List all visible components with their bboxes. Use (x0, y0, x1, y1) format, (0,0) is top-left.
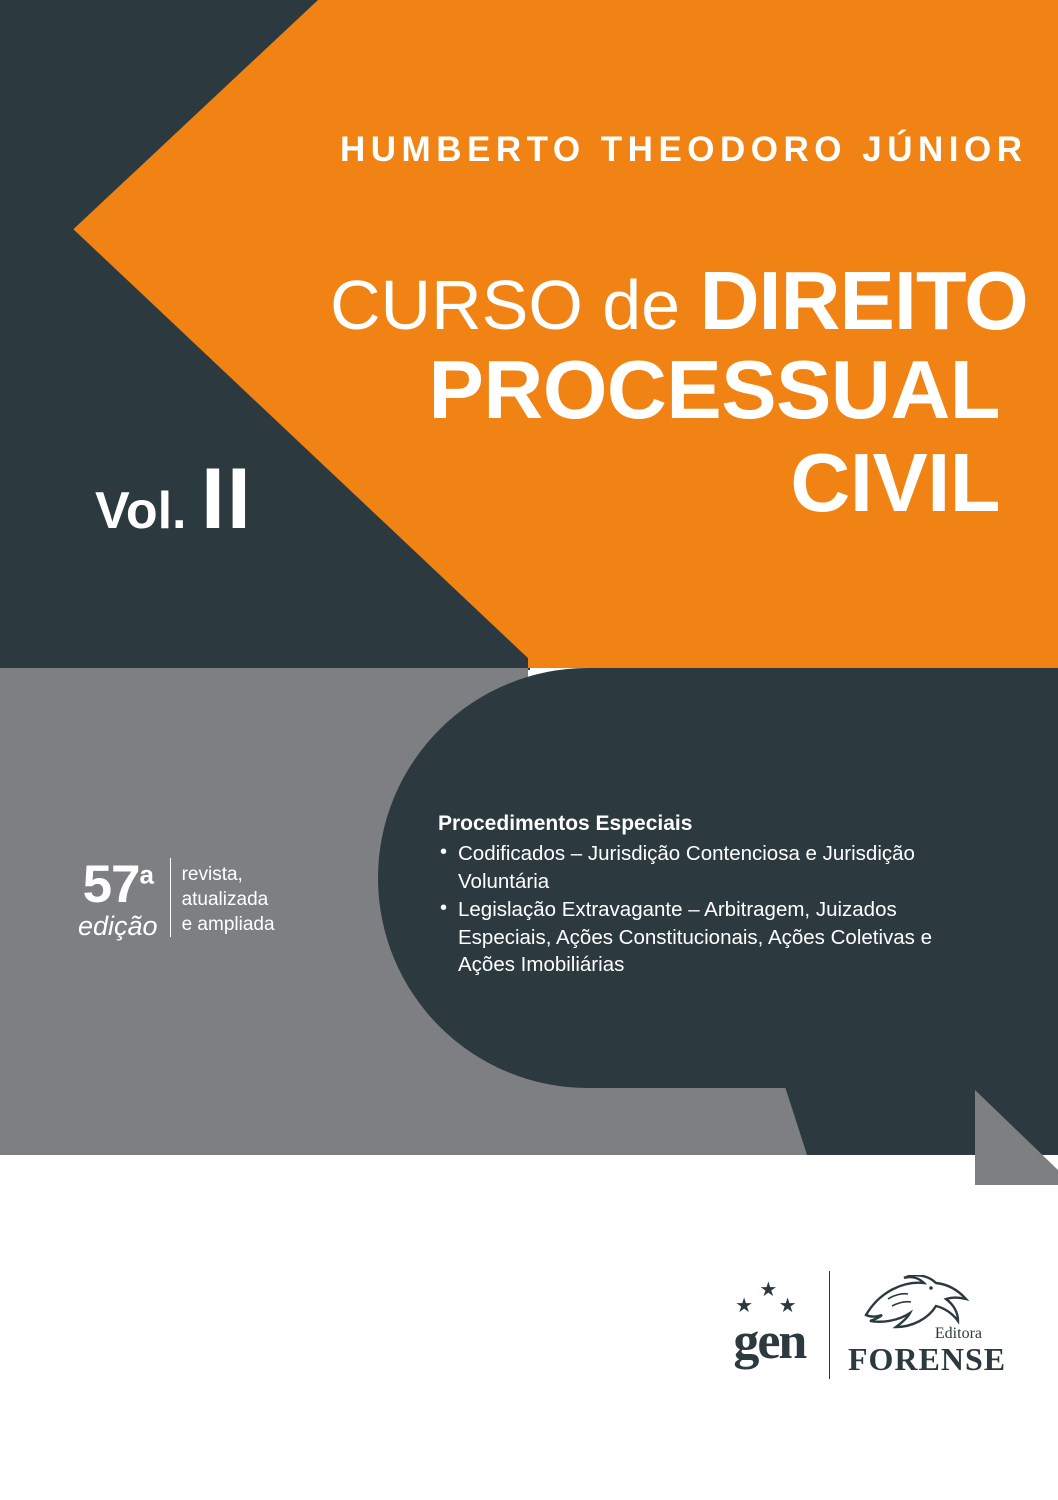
title-word-curso-de: CURSO de (330, 266, 700, 344)
description-list (438, 840, 958, 979)
volume-prefix: Vol. (95, 482, 201, 540)
edition-note: revista, atualizada e ampliada (170, 858, 275, 937)
edition-ordinal: a (139, 859, 153, 890)
edition-number (78, 855, 158, 914)
publisher-logos (728, 1262, 1007, 1387)
list-item: • Legislação Extravagante – Arbitragem, Juizados Especiais, Ações Constitucionais, Ações Coletivas e Ações Imobiliárias (438, 896, 958, 979)
stars-icon: ★ ★ ★ (735, 1278, 807, 1317)
book-title (330, 254, 1028, 530)
author-name: HUMBERTO THEODORO JÚNIOR (340, 130, 1028, 169)
edition-number-group (78, 855, 170, 941)
edition-block (78, 855, 328, 941)
title-word-direito: DIREITO (699, 254, 1028, 347)
title-line-3: CIVIL (790, 436, 1000, 529)
forense-logo (848, 1275, 1007, 1377)
gen-wordmark: gen (733, 1312, 806, 1370)
edition-number-value: 57 (82, 855, 140, 914)
gen-logo (728, 1278, 811, 1370)
logo-divider (829, 1271, 830, 1379)
title-line-2: PROCESSUAL (428, 343, 1000, 436)
description-title: Procedimentos Especiais (438, 812, 693, 835)
title-line-1 (330, 254, 1028, 347)
editora-label: Editora (934, 1325, 982, 1342)
edition-word: edição (78, 911, 158, 941)
volume-number: II (200, 451, 253, 547)
description-block (438, 812, 958, 979)
forense-wordmark: FORENSE (848, 1341, 1007, 1377)
list-item: • Codificados – Jurisdição Contenciosa e Jurisdição Voluntária (438, 840, 958, 895)
volume-label (95, 450, 253, 549)
